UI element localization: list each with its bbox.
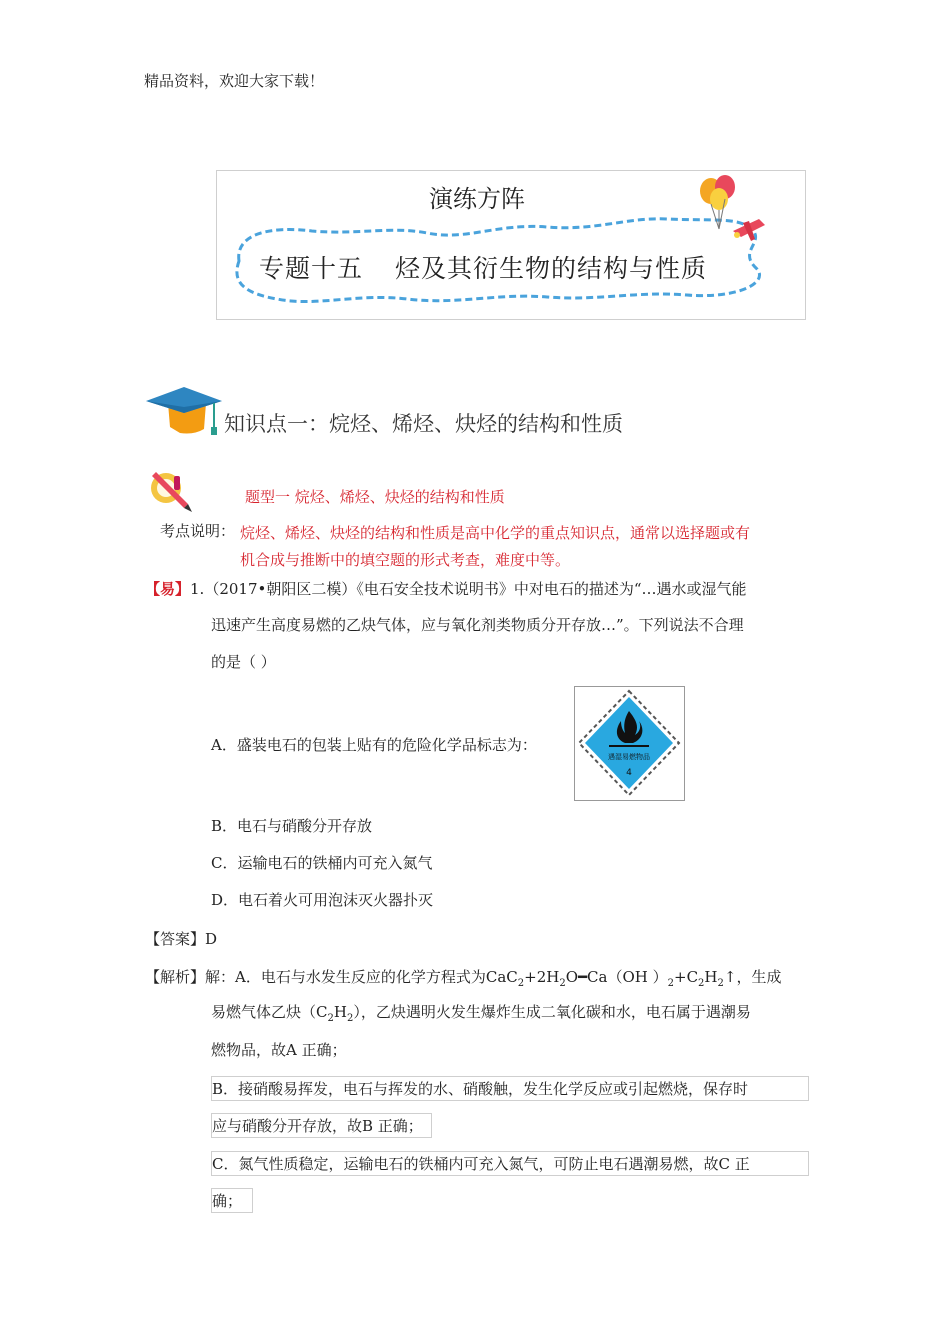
eq-part-4: +C (674, 968, 699, 986)
analysis-a-prefix: 解：A．电石与水发生反应的化学方程式为 (205, 968, 486, 986)
topic-banner (216, 170, 806, 320)
analysis-c-text-1: C．氮气性质稳定，运输电石的铁桶内可充入氮气，可防止电石遇潮易燃，故C 正 (211, 1151, 809, 1176)
analysis-label: 【解析】 (145, 968, 206, 986)
option-a: A．盛装电石的包装上贴有的危险化学品标志为： (211, 736, 537, 754)
analysis-line-2 (211, 1001, 811, 1024)
option-b: B．电石与硝酸分开存放 (211, 817, 373, 835)
analysis-a2-post: ），乙炔遇明火发生爆炸生成二氧化碳和水，电石属于遇潮易 (353, 1003, 751, 1021)
difficulty-tag: 【易】 (145, 580, 191, 598)
question-stem-1: 1.（2017•朝阳区二模）《电石安全技术说明书》中对电石的描述为“…遇水或湿气能 (190, 580, 747, 598)
eq-part-6: ↑，生成 (723, 968, 782, 986)
eq-sub-4: 2 (698, 978, 705, 989)
analysis-b-text-1: B．接硝酸易挥发，电石与挥发的水、硝酸触，发生化学反应或引起燃烧，保存时 (211, 1076, 809, 1101)
eq-part-1: CaC (485, 968, 518, 986)
analysis-a2-sub-1: 2 (327, 1013, 334, 1024)
graduation-cap-icon (144, 383, 224, 438)
banner-title: 演练方阵 (429, 185, 525, 213)
eq-part-2: +2H (524, 968, 560, 986)
topic-name: 烃及其衍生物的结构与性质 (395, 254, 708, 283)
answer-label: 【答案】 (145, 930, 206, 948)
question-line-1 (145, 576, 810, 602)
eq-part-3: O━Ca（OH ） (565, 968, 668, 986)
analysis-c-line-1 (211, 1151, 811, 1176)
toy-plane-icon (729, 211, 769, 249)
analysis-a2-sub-2: 2 (346, 1013, 354, 1024)
eq-sub-5: 2 (717, 978, 724, 989)
eq-sub-2: 2 (559, 978, 566, 989)
analysis-line-3: 燃物品，故A 正确； (211, 1041, 347, 1059)
knowledge-point-heading: 知识点一：烷烃、烯烃、炔烃的结构和性质 (224, 412, 623, 436)
analysis-c-text-2: 确； (211, 1188, 253, 1213)
page-header-note: 精品资料，欢迎大家下载！ (144, 72, 325, 90)
banner-subtitle (259, 249, 707, 285)
exam-note-line-2: 机合成与推断中的填空题的形式考查，难度中等。 (240, 551, 571, 569)
topic-number: 专题十五 (259, 254, 364, 283)
analysis-line-1 (145, 964, 810, 997)
hazmat-class-number: 4 (626, 768, 632, 778)
exam-note-text (240, 520, 810, 574)
eq-part-5: H (704, 968, 718, 986)
dangerous-when-wet-sign (575, 687, 684, 800)
analysis-b-text-2: 应与硝酸分开存放，故B 正确； (211, 1113, 432, 1138)
analysis-a2-pre: 易燃气体乙炔（C (211, 1003, 328, 1021)
analysis-a2-mid: H (333, 1003, 347, 1021)
option-d: D．电石着火可用泡沫灭火器扑灭 (211, 891, 434, 909)
analysis-b-line-2 (211, 1113, 811, 1138)
eq-sub-1: 2 (517, 978, 525, 989)
exam-note-line-1: 烷烃、烯烃、炔烃的结构和性质是高中化学的重点知识点，通常以选择题或有 (240, 524, 751, 542)
exam-note-label: 考点说明： (160, 522, 236, 540)
question-type-title: 题型一 烷烃、烯烃、炔烃的结构和性质 (245, 488, 505, 506)
question-line-2: 迅速产生高度易燃的乙炔气体，应与氧化剂类物质分开存放…”。下列说法不合理 (211, 616, 744, 634)
question-line-3: 的是（ ） (211, 653, 276, 671)
answer-value: D (205, 930, 218, 948)
magnifier-pencil-icon (146, 466, 196, 516)
analysis-b-line-1 (211, 1076, 811, 1101)
hazmat-label: 遇湿易燃物品 (608, 753, 650, 761)
reaction-equation (485, 968, 782, 989)
answer-line (145, 926, 810, 952)
analysis-c-line-2 (211, 1188, 811, 1213)
eq-sub-3: 2 (667, 978, 674, 989)
option-c: C．运输电石的铁桶内可充入氮气 (211, 854, 433, 872)
hazmat-sign-frame (574, 686, 685, 801)
